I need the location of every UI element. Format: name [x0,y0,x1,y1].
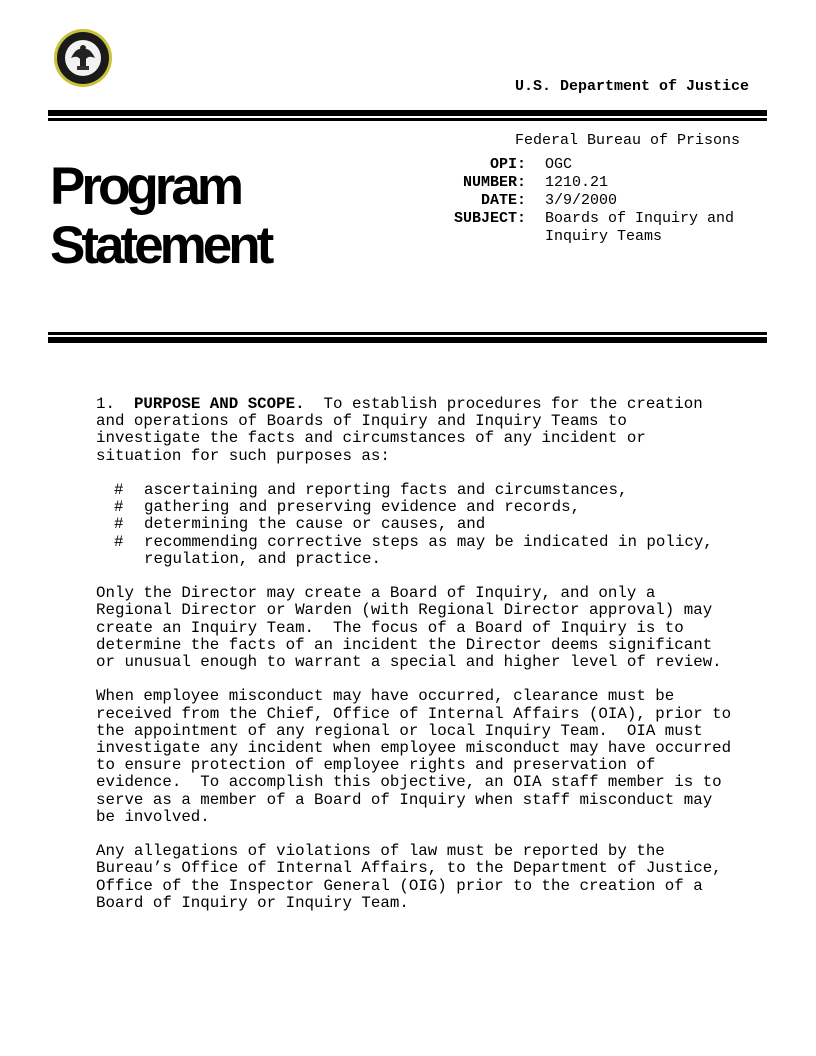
meta-value: 1210.21 [545,174,609,191]
top-rule-thick [48,110,767,116]
title-line-2: Statement [50,216,271,275]
meta-date [440,192,765,210]
bottom-rule-thick [48,337,767,343]
list-item-text: ascertaining and reporting facts and circumstances, [144,481,628,499]
bullet-mark: # [114,498,124,517]
meta-subject [440,210,765,246]
department-name: U.S. Department of Justice [515,78,750,95]
document-metadata [440,156,765,246]
title-line-1: Program [50,157,240,216]
meta-label: SUBJECT: [453,210,526,227]
meta-value: OGC [545,156,573,173]
bureau-name: Federal Bureau of Prisons [515,132,741,149]
document-title [50,157,270,275]
section-number: 1. [96,395,115,413]
bullet-mark: # [114,532,124,551]
meta-label: DATE: [480,192,526,209]
section-heading: PURPOSE AND SCOPE. [133,395,305,413]
section-1-intro [96,396,736,465]
meta-label: NUMBER: [462,174,526,191]
paragraph-allegations: Any allegations of violations of law must be reported by the Bureau’s Office of Internal Affairs, to the Department of Justice, Office of the Inspector General (OIG) prior to the creation of a Board of Inquiry or Inquiry Team. [96,842,732,912]
agency-block [515,42,749,168]
meta-label: OPI: [489,156,526,173]
bullet-mark: # [114,481,124,499]
list-item-text: determining the cause or causes, and [144,515,486,534]
document-body [96,395,741,929]
section-intro-text: To establish procedures for the creation and operations of Boards of Inquiry and Inquiry Teams to investigate the facts and circumstances of any incident or situation for such purposes as: [96,395,703,465]
doj-seal-icon [53,28,113,88]
bullet-mark: # [114,515,124,534]
paragraph-director: Only the Director may create a Board of Inquiry, and only a Regional Director or Warden (with Regional Director approval) may create an Inquiry Team. The focus of a Board of Inquiry is to determine the facts of an incident the Director deems significant or unusual enough to warrant a special and higher level of review. [96,584,722,672]
paragraph-misconduct: When employee misconduct may have occurred, clearance must be received from the Chief, Office of Internal Affairs (OIA), prior to the appointment of any regional or local Inquiry Team. OIA must investigate any incident when employee misconduct may have occurred to ensure protection of employee rights and preservation of evidence. To accomplish this objective, an OIA staff member is to serve as a member of a Board of Inquiry when staff misconduct may be involved. [96,687,741,826]
bottom-rule-thin [48,332,767,335]
list-item [96,534,736,568]
top-rule-thin [48,118,767,121]
meta-number [440,174,765,192]
list-item [96,516,736,533]
purpose-list [96,482,736,568]
meta-value: Boards of Inquiry and Inquiry Teams [545,210,735,245]
meta-opi [440,156,765,174]
list-item-text: gathering and preserving evidence and records, [144,498,581,517]
meta-value: 3/9/2000 [545,192,618,209]
list-item [96,499,736,516]
list-item [96,482,736,499]
list-item-text: recommending corrective steps as may be indicated in policy, regulation, and practice. [144,532,713,568]
